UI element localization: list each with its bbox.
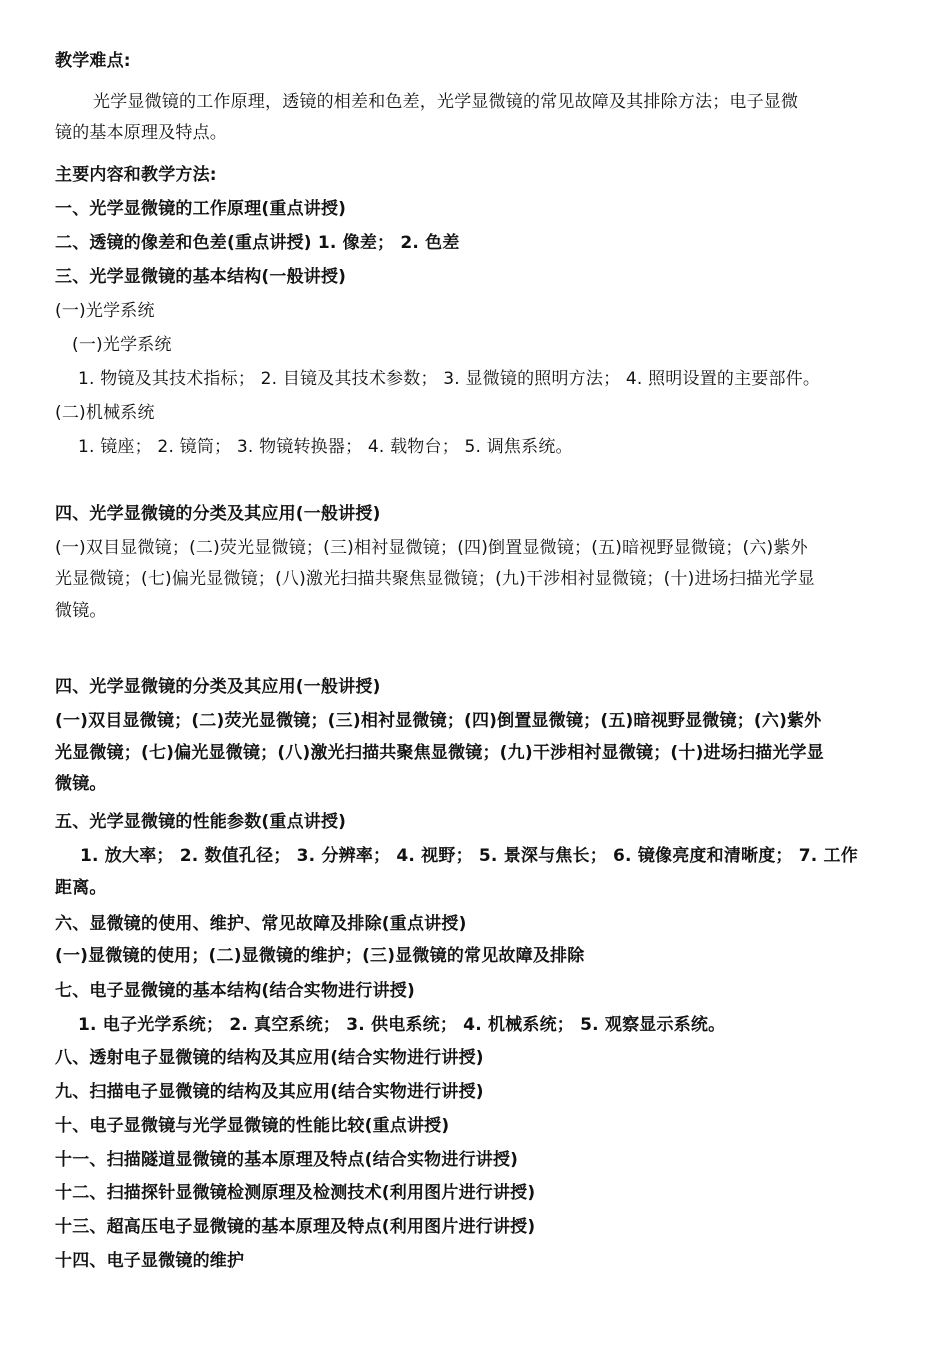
difficulty-heading: 教学难点:	[55, 51, 131, 71]
section-6-items: (一)显微镜的使用；(二)显微镜的维护；(三)显微镜的常见故障及排除	[55, 946, 585, 966]
section-11-heading: 十一、扫描隧道显微镜的基本原理及特点(结合实物进行讲授)	[55, 1150, 519, 1170]
section-7-items: 1. 电子光学系统； 2. 真空系统； 3. 供电系统； 4. 机械系统； 5. 观察显示系统。	[78, 1015, 726, 1035]
section-4a-heading: 四、光学显微镜的分类及其应用(一般讲授)	[55, 504, 381, 524]
section-3-subheading-optical-repeat: (一)光学系统	[72, 335, 172, 355]
section-3-optical-items: 1. 物镜及其技术指标； 2. 目镜及其技术参数； 3. 显微镜的照明方法； 4. 照明设置的主要部件。	[78, 369, 821, 389]
section-4b-text-line-3: 微镜。	[55, 774, 107, 794]
section-10-heading: 十、电子显微镜与光学显微镜的性能比较(重点讲授)	[55, 1116, 450, 1136]
section-6-heading: 六、显微镜的使用、维护、常见故障及排除(重点讲授)	[55, 914, 467, 934]
methods-heading: 主要内容和教学方法:	[55, 165, 217, 185]
difficulty-text-line-2: 镜的基本原理及特点。	[55, 123, 227, 143]
section-4b-heading: 四、光学显微镜的分类及其应用(一般讲授)	[55, 677, 381, 697]
section-13-heading: 十三、超高压电子显微镜的基本原理及特点(利用图片进行讲授)	[55, 1217, 536, 1237]
section-4a-text-line-2: 光显微镜；(七)偏光显微镜；(八)激光扫描共聚焦显微镜；(九)干涉相衬显微镜；(十)进场扫描光学显	[55, 569, 815, 589]
section-3-mechanical-items: 1. 镜座； 2. 镜筒； 3. 物镜转换器； 4. 载物台； 5. 调焦系统。	[78, 437, 573, 457]
section-3-heading: 三、光学显微镜的基本结构(一般讲授)	[55, 267, 347, 287]
section-4b-text-line-1: (一)双目显微镜；(二)荧光显微镜；(三)相衬显微镜；(四)倒置显微镜；(五)暗视野显微镜；(六)紫外	[55, 711, 822, 731]
section-7-heading: 七、电子显微镜的基本结构(结合实物进行讲授)	[55, 981, 415, 1001]
section-8-heading: 八、透射电子显微镜的结构及其应用(结合实物进行讲授)	[55, 1048, 484, 1068]
section-12-heading: 十二、扫描探针显微镜检测原理及检测技术(利用图片进行讲授)	[55, 1183, 536, 1203]
section-4a-text-line-3: 微镜。	[55, 601, 107, 621]
section-9-heading: 九、扫描电子显微镜的结构及其应用(结合实物进行讲授)	[55, 1082, 484, 1102]
section-14-heading: 十四、电子显微镜的维护	[55, 1251, 245, 1271]
difficulty-text-line-1: 光学显微镜的工作原理，透镜的相差和色差，光学显微镜的常见故障及其排除方法；电子显微	[93, 92, 799, 112]
section-3-subheading-mechanical: (二)机械系统	[55, 403, 155, 423]
section-3-subheading-optical: (一)光学系统	[55, 301, 155, 321]
section-5-heading: 五、光学显微镜的性能参数(重点讲授)	[55, 812, 347, 832]
section-4b-text-line-2: 光显微镜；(七)偏光显微镜；(八)激光扫描共聚焦显微镜；(九)干涉相衬显微镜；(十)进场扫描光学显	[55, 743, 824, 763]
section-5-items-line-1: 1. 放大率； 2. 数值孔径； 3. 分辨率； 4. 视野； 5. 景深与焦长； 6. 镜像亮度和清晰度； 7. 工作	[80, 846, 858, 866]
section-5-items-line-2: 距离。	[55, 878, 107, 898]
section-2-heading: 二、透镜的像差和色差(重点讲授) 1. 像差； 2. 色差	[55, 233, 460, 253]
section-1-heading: 一、光学显微镜的工作原理(重点讲授)	[55, 199, 347, 219]
section-4a-text-line-1: (一)双目显微镜；(二)荧光显微镜；(三)相衬显微镜；(四)倒置显微镜；(五)暗视野显微镜；(六)紫外	[55, 538, 808, 558]
